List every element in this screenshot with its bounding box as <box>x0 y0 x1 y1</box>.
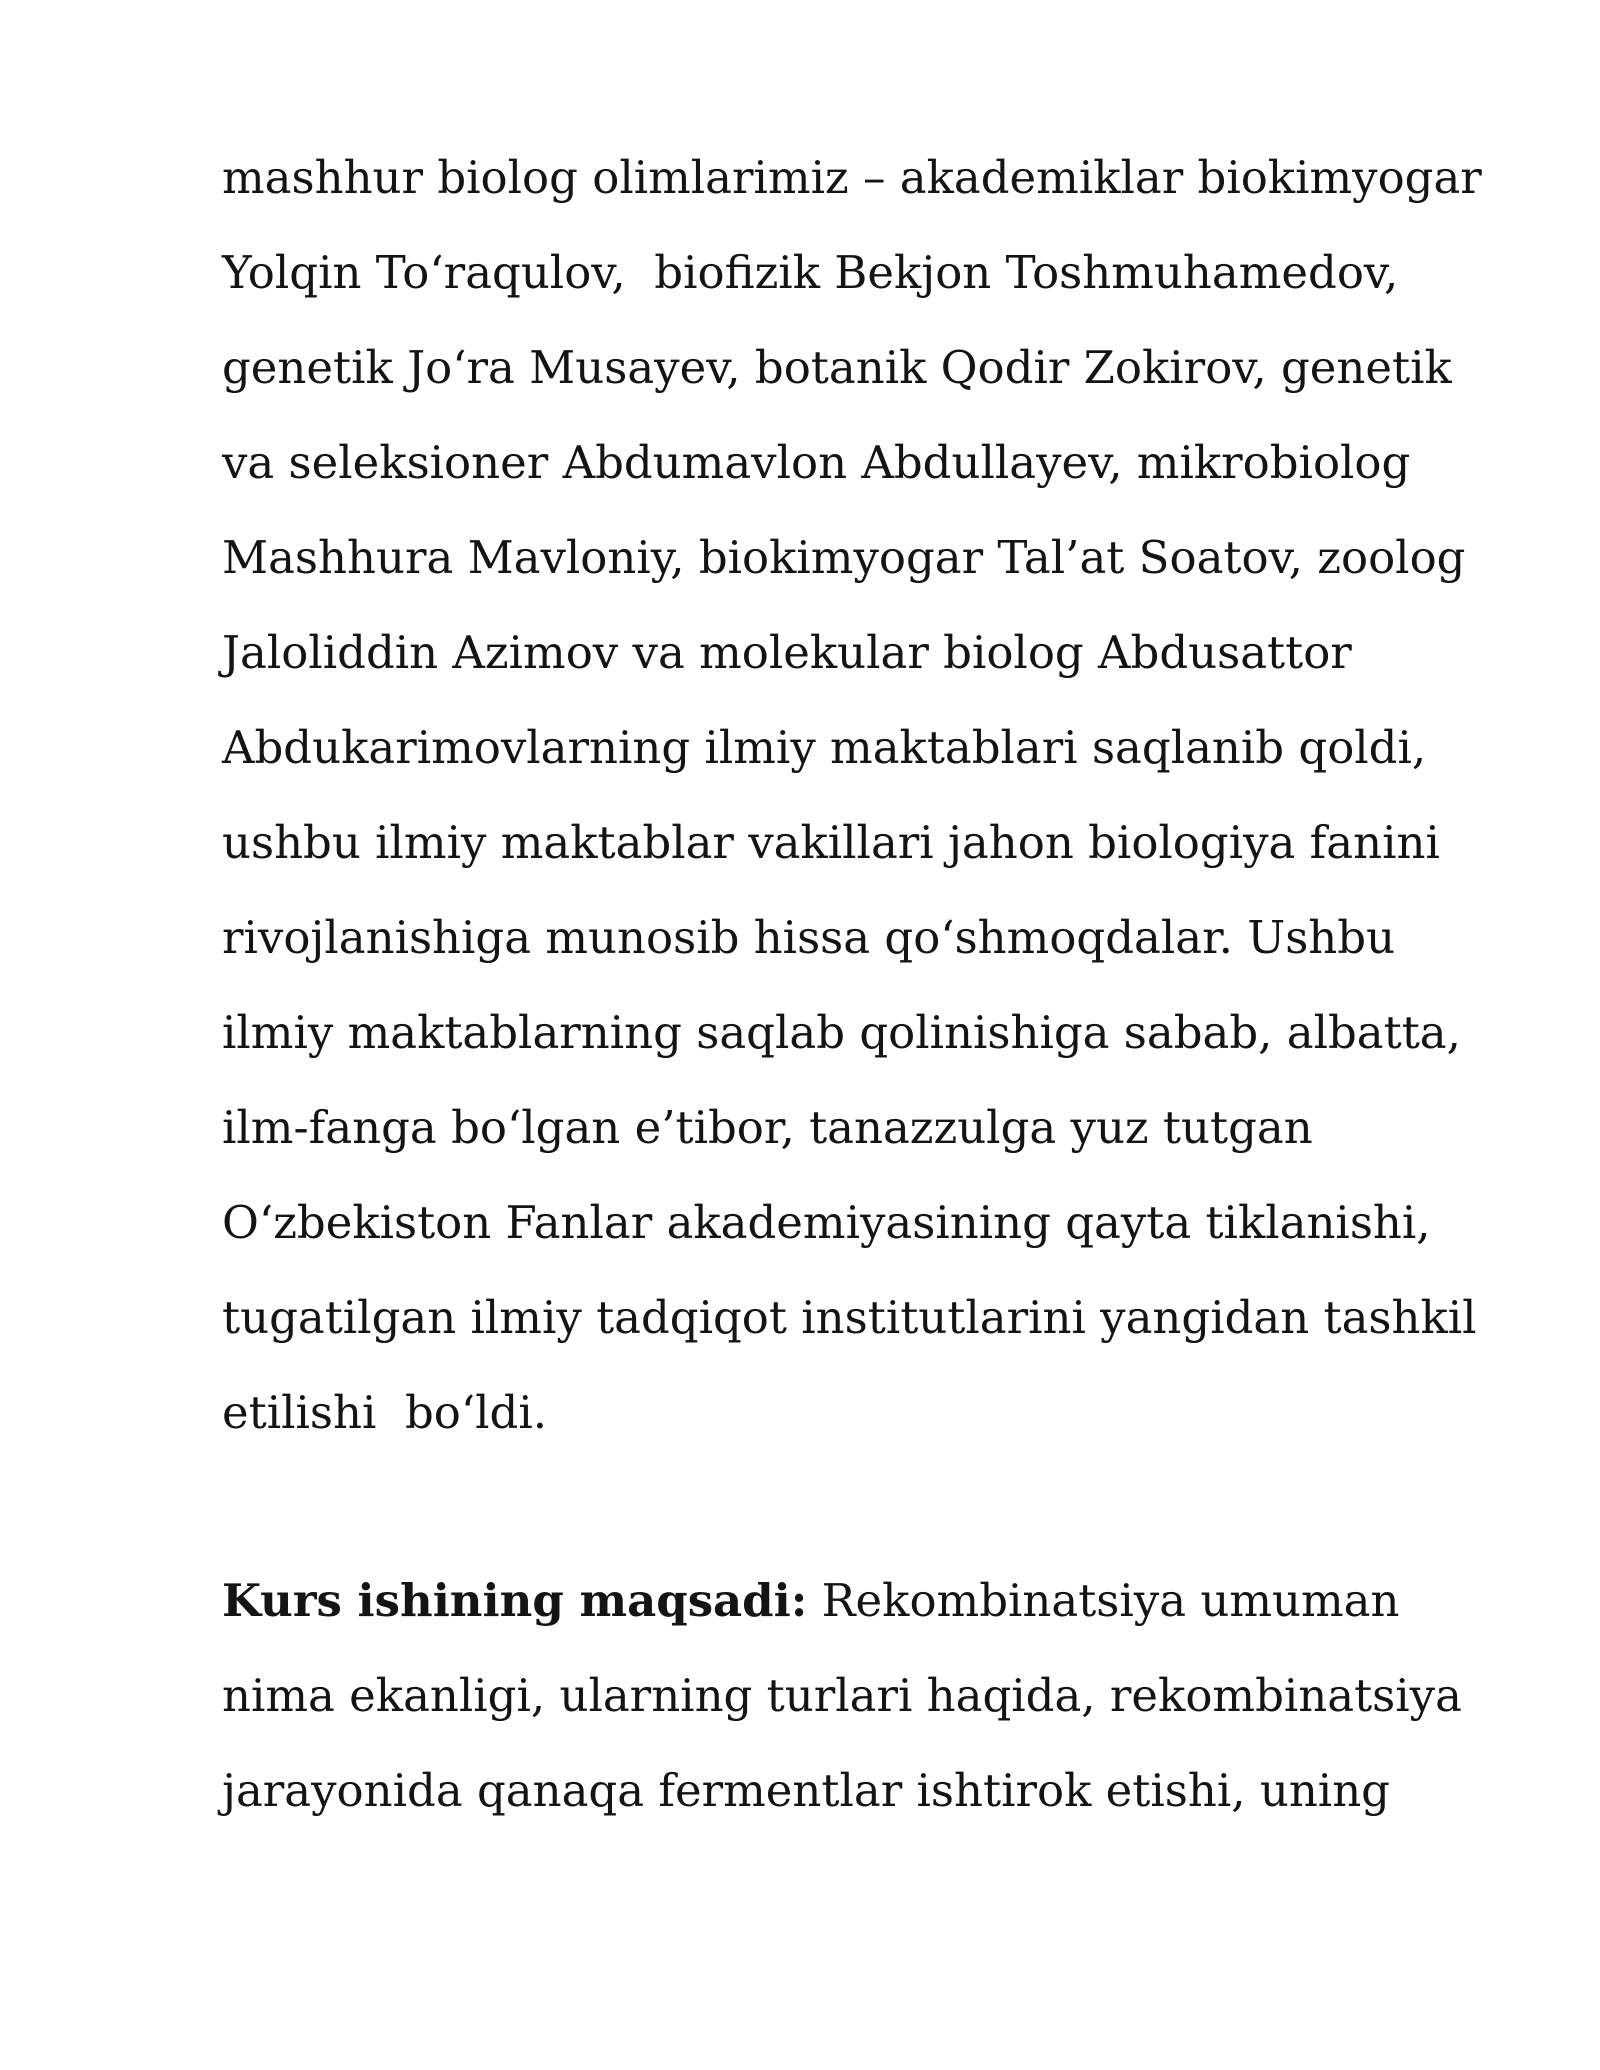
paragraph-2-line: jarayonida qanaqa fermentlar ishtirok etishi, uning <box>222 1764 1390 1817</box>
paragraph-1-line: va seleksioner Abdumavlon Abdullayev, mikrobiolog <box>222 436 1411 489</box>
paragraph-1-line: Jaloliddin Azimov va molekular biolog Abdusattor <box>222 626 1352 679</box>
paragraph-2-first-line <box>222 1574 1400 1627</box>
paragraph-1-line: etilishi bo‘ldi. <box>222 1386 548 1439</box>
paragraph-1-line: tugatilgan ilmiy tadqiqot institutlarini yangidan tashkil <box>222 1291 1477 1344</box>
paragraph-2-line: nima ekanligi, ularning turlari haqida, rekombinatsiya <box>222 1669 1462 1722</box>
paragraph-1-line: ushbu ilmiy maktablar vakillari jahon biologiya fanini <box>222 816 1440 869</box>
paragraph-1-line: Yolqin To‘raqulov, biofizik Bekjon Toshmuhamedov, <box>222 246 1399 299</box>
paragraph-1-line: rivojlanishiga munosib hissa qo‘shmoqdalar. Ushbu <box>222 911 1396 964</box>
paragraph-1-line: O‘zbekiston Fanlar akademiyasining qayta tiklanishi, <box>222 1196 1431 1249</box>
paragraph-1-line: ilmiy maktablarning saqlab qolinishiga sabab, albatta, <box>222 1006 1461 1059</box>
paragraph-1-line: mashhur biolog olimlarimiz – akademiklar biokimyogar <box>222 151 1482 204</box>
paragraph-2-text: Rekombinatsiya umuman <box>807 1574 1400 1627</box>
paragraph-1-line: Abdukarimovlarning ilmiy maktablari saqlanib qoldi, <box>222 721 1427 774</box>
section-heading: Kurs ishining maqsadi: <box>222 1574 808 1627</box>
paragraph-1-line: Mashhura Mavloniy, biokimyogar Tal’at Soatov, zoolog <box>222 531 1466 584</box>
paragraph-1-line: ilm-fanga bo‘lgan e’tibor, tanazzulga yuz tutgan <box>222 1101 1313 1154</box>
paragraph-1-line: genetik Jo‘ra Musayev, botanik Qodir Zokirov, genetik <box>222 341 1452 394</box>
